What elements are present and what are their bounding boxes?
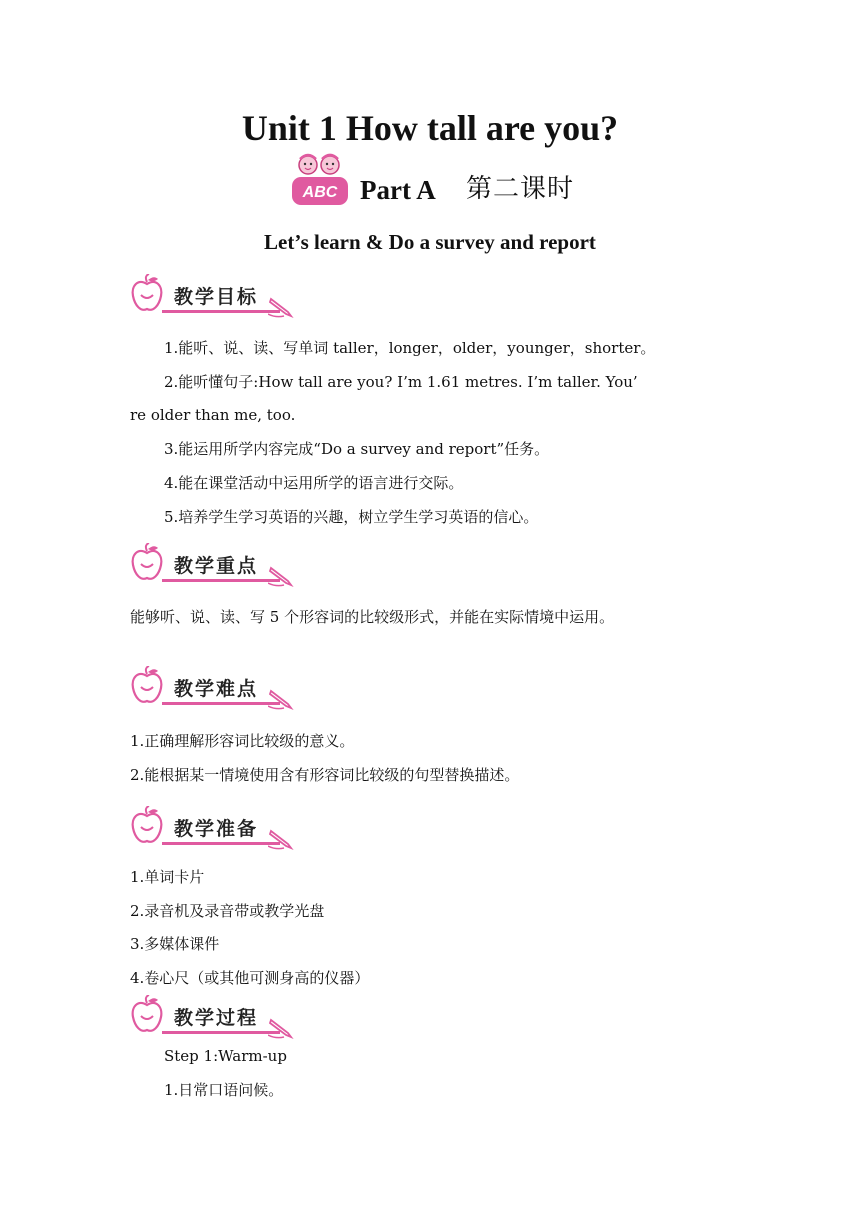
section-heading-process [130,995,300,1041]
apple-icon [130,806,164,846]
difficulty-item: 1.正确理解形容词比较级的意义。 [130,732,355,750]
objective-item: 5.培养学生学习英语的兴趣，树立学生学习英语的信心。 [164,508,539,526]
difficulty-item: 2.能根据某一情境使用含有形容词比较级的句型替换描述。 [130,766,520,784]
section-heading-difficulties [130,666,300,712]
abc-kids-logo-icon [286,153,354,211]
page-title: Unit 1 How tall are you? [241,108,619,148]
heading-underline [162,1031,280,1034]
section-heading-label: 教学难点 [174,678,259,700]
heading-underline [162,310,280,313]
objective-item: 1.能听、说、读、写单词 taller，longer，older，younger，shorter。 [164,339,656,357]
apple-icon [130,995,164,1035]
svg-text:ABC: ABC [302,184,338,201]
pen-icon [268,688,294,710]
preparation-item: 2.录音机及录音带或教学光盘 [130,902,325,920]
apple-icon [130,543,164,583]
process-step: Step 1:Warm-up [164,1047,287,1065]
pen-icon [268,828,294,850]
apple-icon [130,666,164,706]
objective-item: re older than me, too. [130,406,296,424]
pen-icon [268,296,294,318]
part-label: Part A [360,175,436,205]
heading-underline [162,702,280,705]
objective-item: 3.能运用所学内容完成“Do a survey and report”任务。 [164,440,550,458]
lesson-subtitle: Let’s learn & Do a survey and report [264,230,596,254]
preparation-item: 3.多媒体课件 [130,935,220,953]
part-header [286,153,606,213]
key-point-item: 能够听、说、读、写 5 个形容词的比较级形式，并能在实际情境中运用。 [130,608,615,626]
process-item: 1.日常口语问候。 [164,1081,284,1099]
preparation-item: 1.单词卡片 [130,868,205,886]
section-heading-label: 教学目标 [174,286,259,308]
objective-item: 4.能在课堂活动中运用所学的语言进行交际。 [164,474,464,492]
lesson-label: 第二课时 [466,174,575,204]
section-heading-label: 教学准备 [174,818,259,840]
pen-icon [268,1017,294,1039]
heading-underline [162,842,280,845]
section-heading-key-points [130,543,300,589]
section-heading-preparation [130,806,300,852]
pen-icon [268,565,294,587]
apple-icon [130,274,164,314]
objective-item: 2.能听懂句子:How tall are you? I’m 1.61 metres. I’m taller. You’ [164,373,638,391]
section-heading-objectives [130,274,300,320]
preparation-item: 4.卷心尺（或其他可测身高的仪器） [130,969,370,987]
section-heading-label: 教学过程 [174,1007,259,1029]
heading-underline [162,579,280,582]
section-heading-label: 教学重点 [174,555,259,577]
